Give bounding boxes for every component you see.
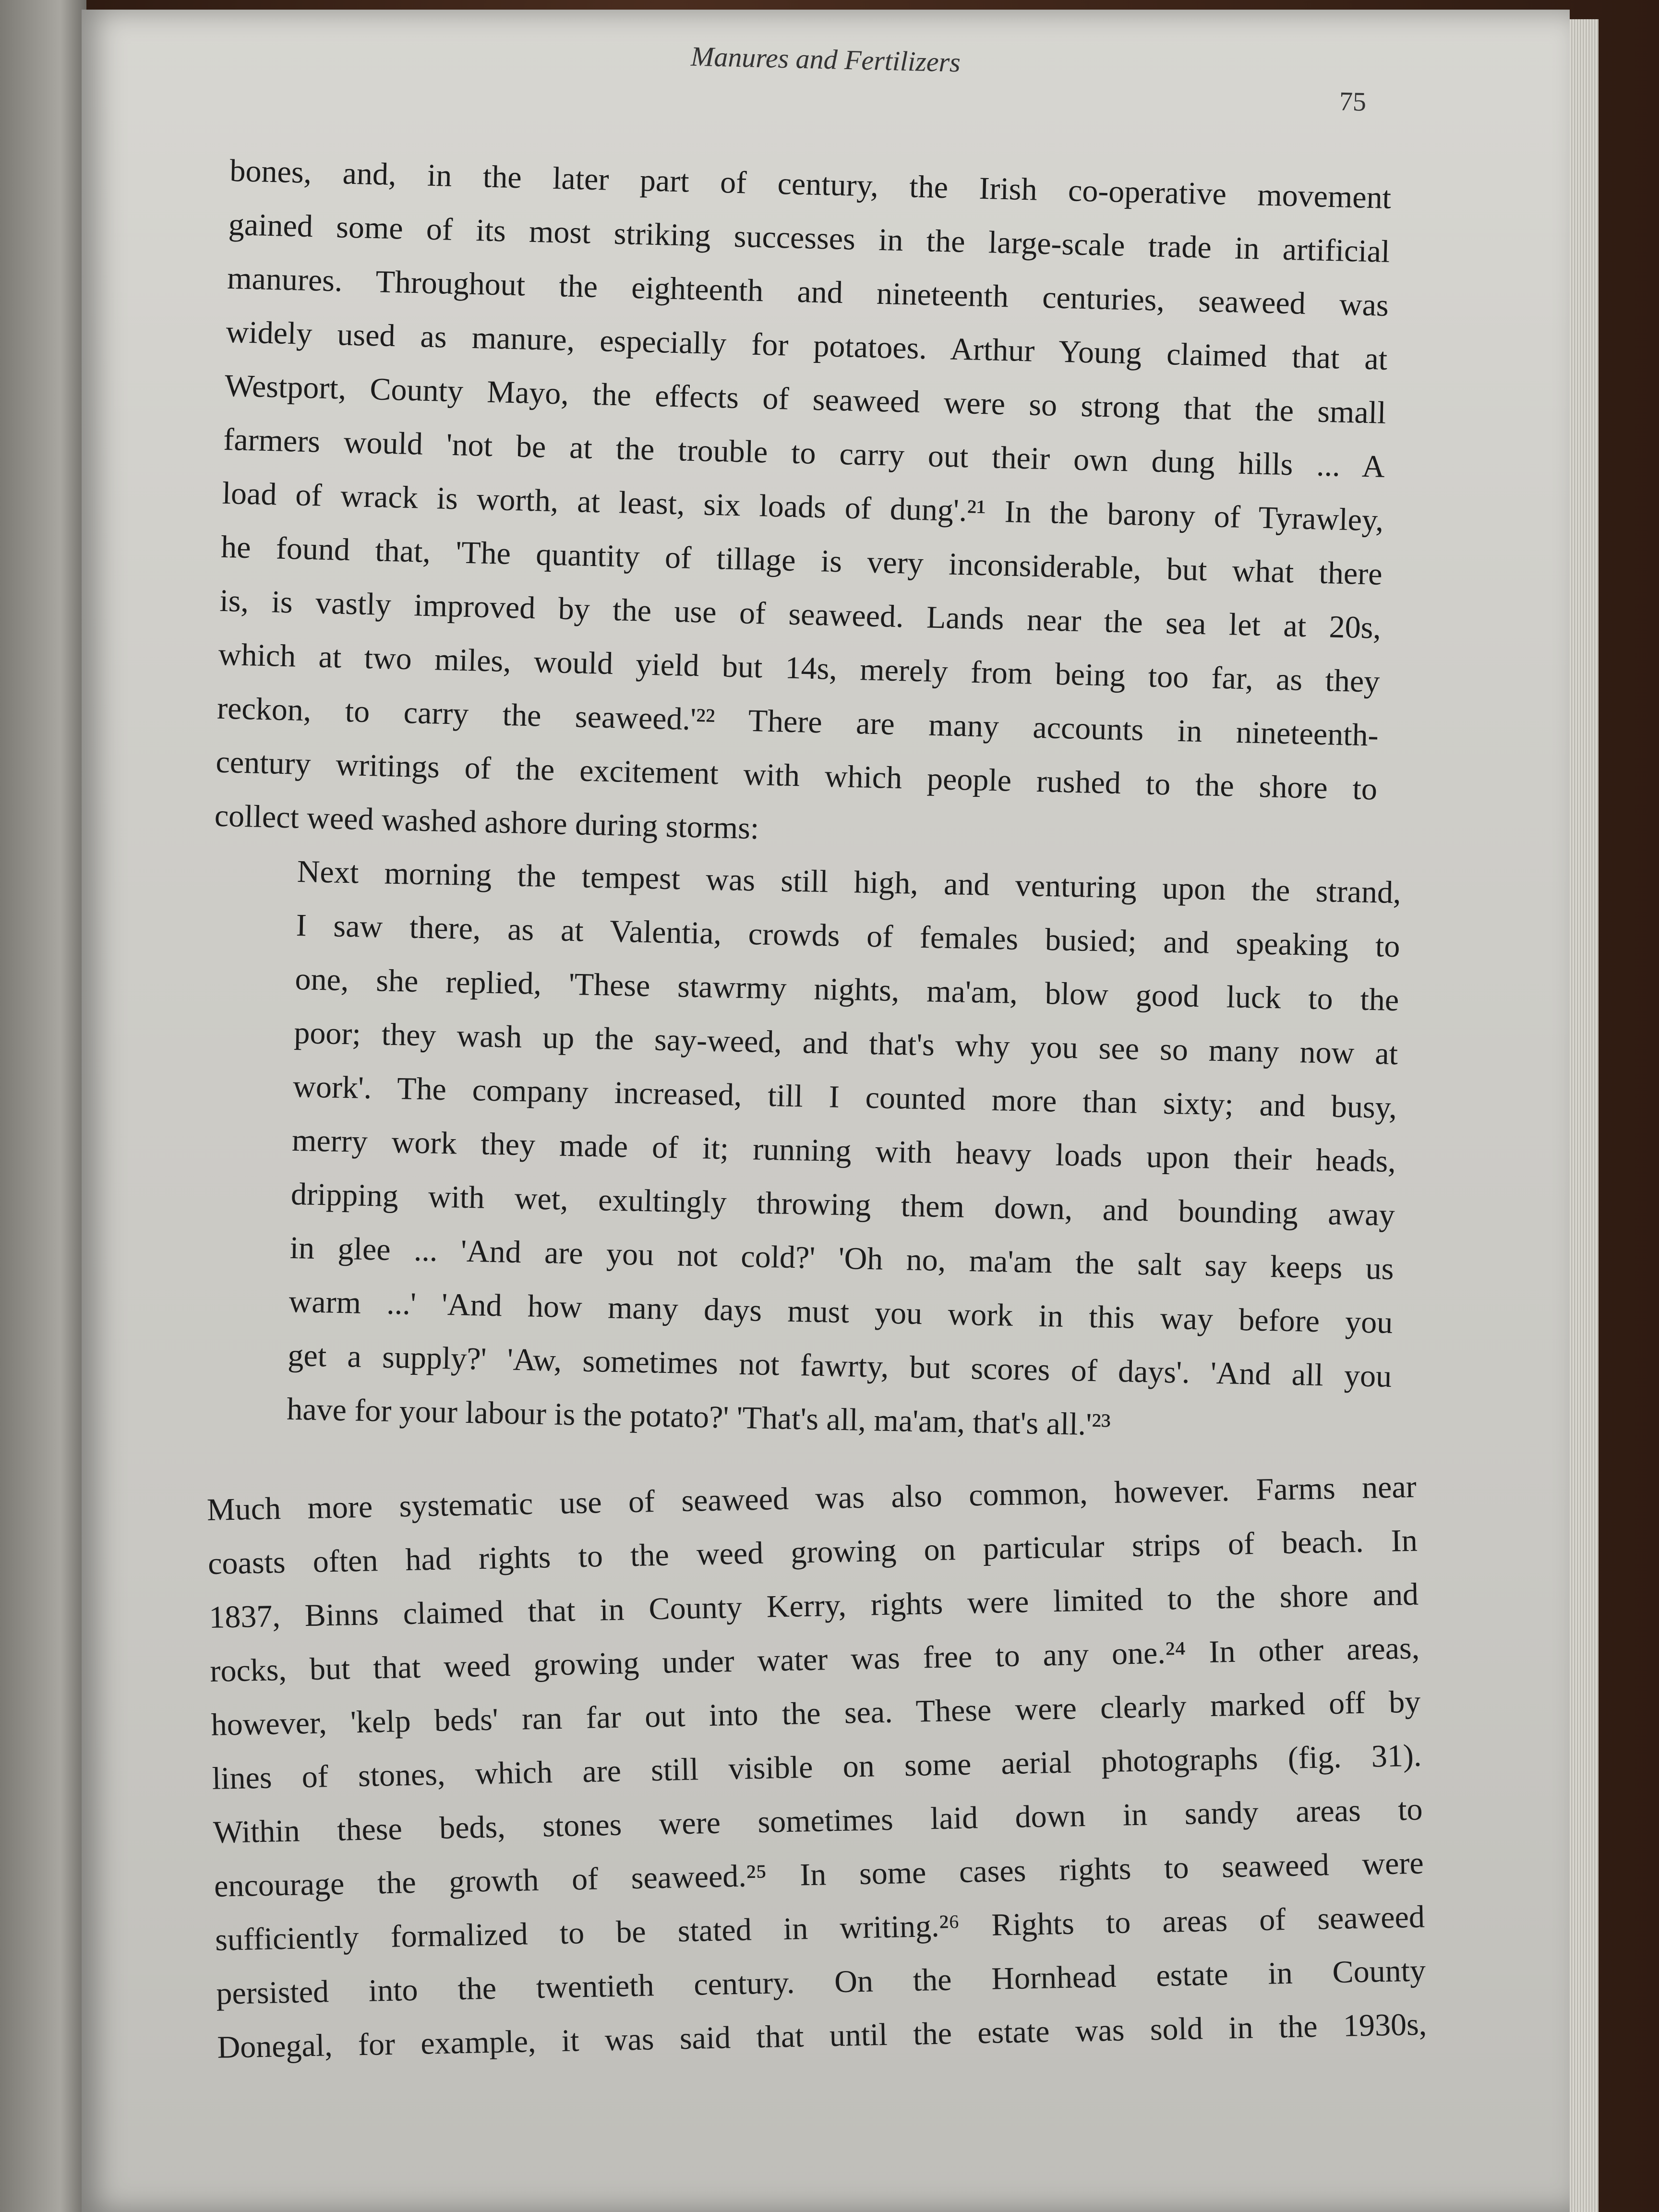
page-stack-edge <box>1570 19 1599 2212</box>
text-line: manures. Throughout the eighteenth and nineteenth centuries, seaweed was <box>227 260 1389 323</box>
text-line: which at two miles, would yield but 14s, merely from being too far, as they <box>218 637 1381 699</box>
text-line: bones, and, in the later part of century, the Irish co-operative movement <box>229 153 1392 216</box>
quote-line: in glee ... 'And are you not cold?' 'Oh no, ma'am the salt say keeps us <box>289 1230 1395 1286</box>
quote-line: Next morning the tempest was still high, and venturing upon the strand, <box>297 854 1402 911</box>
quote-line: get a supply?' 'Aw, sometimes not fawrty, but scores of days'. 'And all you <box>287 1337 1392 1394</box>
quote-line: one, she replied, 'These stawrmy nights, ma'am, blow good luck to the <box>294 961 1399 1018</box>
text-line: widely used as manure, especially for potatoes. Arthur Young claimed that at <box>225 314 1388 377</box>
text-line: century writings of the excitement with which people rushed to the shore to <box>215 744 1378 807</box>
text-line: however, 'kelp beds' ran far out into the sea. These were clearly marked off by <box>210 1684 1421 1743</box>
text-line: lines of stones, which are still visible on some aerial photographs (fig. 31). <box>212 1738 1422 1796</box>
text-line: reckon, to carry the seaweed.'²² There are many accounts in nineteenth- <box>216 690 1379 753</box>
block-quote <box>286 845 1401 1457</box>
text-line: Westport, County Mayo, the effects of seaweed were so strong that the small <box>224 368 1387 431</box>
text-line: he found that, 'The quantity of tillage is very inconsiderable, but what there <box>220 529 1383 592</box>
paragraph-2 <box>206 1460 1427 2075</box>
text-line: load of wrack is worth, at least, six loads of dung'.²¹ In the barony of Tyrawley, <box>222 475 1384 538</box>
quote-line: have for your labour is the potato?' 'That's all, ma'am, that's all.'²³ <box>286 1391 1111 1443</box>
quote-line: warm ...' 'And how many days must you work in this way before you <box>289 1284 1394 1340</box>
text-line: sufficiently formalized to be stated in writing.²⁶ Rights to areas of seaweed <box>215 1899 1425 1958</box>
text-line: encourage the growth of seaweed.²⁵ In some cases rights to seaweed were <box>214 1845 1424 1904</box>
text-line: farmers would 'not be at the trouble to carry out their own dung hills ... A <box>223 421 1385 484</box>
paragraph-1 <box>214 144 1392 870</box>
text-line: rocks, but that weed growing under water was free to any one.²⁴ In other areas, <box>209 1630 1420 1689</box>
text-line: Donegal, for example, it was said that until the estate was sold in the 1930s, <box>216 2007 1427 2065</box>
page-number: 75 <box>1339 86 1367 117</box>
text-line: coasts often had rights to the weed growing on particular strips of beach. In <box>207 1523 1418 1581</box>
quote-line: I saw there, as at Valentia, crowds of females busied; and speaking to <box>296 907 1401 964</box>
quote-line: work'. The company increased, till I counted more than sixty; and busy, <box>292 1069 1397 1126</box>
text-line: Within these beds, stones were sometimes laid down in sandy areas to <box>213 1791 1423 1850</box>
text-line: Much more systematic use of seaweed was also common, however. Farms near <box>206 1469 1417 1527</box>
text-line: 1837, Binns claimed that in County Kerry, rights were limited to the shore and <box>208 1576 1419 1635</box>
quote-line: dripping with wet, exultingly throwing them down, and bounding away <box>290 1176 1395 1233</box>
text-line: is, is vastly improved by the use of seaweed. Lands near the sea let at 20s, <box>219 583 1382 646</box>
text-line: persisted into the twentieth century. On the Hornhead estate in County <box>216 1953 1426 2011</box>
text-line: collect weed washed ashore during storms: <box>214 798 760 846</box>
quote-line: merry work they made of it; running with heavy loads upon their heads, <box>291 1122 1396 1179</box>
running-head: Manures and Fertilizers <box>690 40 961 78</box>
facing-page-edge <box>0 0 86 2212</box>
quote-line: poor; they wash up the say-weed, and that's why you see so many now at <box>293 1015 1398 1072</box>
text-line: gained some of its most striking successes in the large-scale trade in artificial <box>228 206 1391 269</box>
